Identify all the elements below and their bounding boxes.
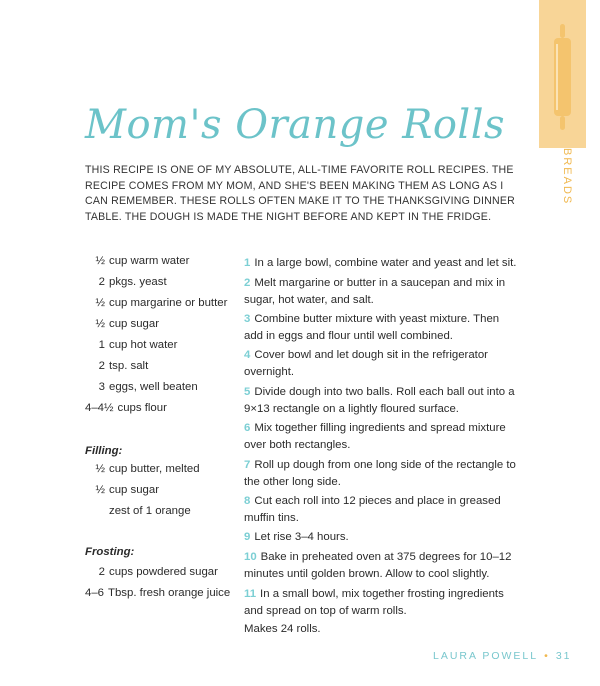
step-number: 9 [244, 531, 251, 543]
section-label [539, 148, 586, 212]
recipe-step [244, 457, 519, 491]
step-number: 11 [244, 588, 257, 600]
step-number: 7 [244, 459, 251, 471]
yield-text: Makes 24 rolls. [244, 623, 321, 635]
step-number: 3 [244, 313, 251, 325]
ingredient-name: eggs, well beaten [109, 381, 198, 393]
footer-separator: • [544, 650, 550, 662]
ingredient-row [85, 587, 230, 599]
recipe-step [244, 529, 519, 546]
ingredient-name: zest of 1 orange [109, 505, 191, 517]
step-number: 6 [244, 422, 251, 434]
recipe-step [244, 347, 519, 381]
ingredient-name: cup warm water [109, 255, 190, 267]
ingredient-quantity: 3 [98, 381, 105, 393]
step-text: Cut each roll into 12 pieces and place in greased muffin tins. [244, 495, 501, 524]
section-label-text: BREADS [561, 148, 573, 206]
rolling-pin-icon [549, 22, 576, 132]
ingredient-quantity: 4–6 [85, 587, 105, 599]
ingredient-name: cup butter, melted [109, 463, 200, 475]
ingredient-name: tsp. salt [109, 360, 149, 372]
ingredient-row [85, 505, 191, 517]
step-number: 10 [244, 551, 257, 563]
recipe-step [244, 549, 519, 583]
ingredient-quantity: 1 [98, 339, 105, 351]
step-text: Melt margarine or butter in a saucepan and mix in sugar, hot water, and salt. [244, 277, 506, 306]
ingredient-row [85, 339, 177, 351]
ingredient-row [85, 360, 148, 372]
ingredient-row [85, 381, 198, 393]
step-number: 2 [244, 277, 251, 289]
ingredient-row [85, 255, 189, 267]
recipe-step [244, 275, 519, 309]
author-name: LAURA POWELL [433, 650, 539, 662]
ingredient-name: cup margarine or butter [109, 297, 228, 309]
step-text: Divide dough into two balls. Roll each ball out into a 9×13 rectangle on a lightly floured surface. [244, 386, 515, 415]
step-text: Let rise 3–4 hours. [254, 531, 349, 543]
step-text: Bake in preheated oven at 375 degrees for 10–12 minutes until golden brown. Allow to cool slightly. [244, 551, 512, 580]
ingredient-row [85, 276, 167, 288]
ingredient-name: pkgs. yeast [109, 276, 167, 288]
step-text: In a small bowl, mix together frosting ingredients and spread on top of warm rolls. [244, 588, 504, 617]
ingredient-row [85, 463, 200, 475]
ingredient-row [85, 297, 227, 309]
ingredient-quantity: ½ [95, 318, 105, 330]
ingredient-quantity: 2 [98, 566, 105, 578]
ingredient-row [85, 484, 159, 496]
ingredient-row [85, 318, 159, 330]
recipe-title: Mom's Orange Rolls [85, 102, 506, 148]
ingredient-row [85, 566, 218, 578]
step-text: Combine butter mixture with yeast mixture. Then add in eggs and flour until well combined. [244, 313, 500, 342]
recipe-step [244, 493, 519, 527]
page-footer [433, 650, 572, 662]
recipe-step [244, 586, 519, 620]
ingredient-quantity: ½ [95, 484, 105, 496]
ingredient-quantity: 4–4½ [85, 402, 114, 414]
filling-heading: Filling: [85, 445, 123, 457]
step-number: 8 [244, 495, 251, 507]
step-text: In a large bowl, combine water and yeast and let sit. [254, 257, 517, 269]
recipe-intro: THIS RECIPE IS ONE OF MY ABSOLUTE, ALL-TIME FAVORITE ROLL RECIPES. THE RECIPE COMES FROM MY MOM, AND SHE'S BEEN MAKING THEM AS LONG AS I CAN REMEMBER. THESE ROLLS OFTEN MAKE IT TO THE THANKSGIVING DINNER TABLE. THE DOUGH IS MADE THE NIGHT BEFORE AND KEPT IN THE FRIDGE. [85, 164, 515, 223]
recipe-step [244, 255, 519, 272]
step-text: Mix together filling ingredients and spread mixture over both rectangles. [244, 422, 506, 451]
ingredient-quantity: 2 [98, 360, 105, 372]
step-number: 5 [244, 386, 251, 398]
page-number: 31 [555, 650, 572, 662]
step-number: 1 [244, 257, 251, 269]
step-text: Roll up dough from one long side of the rectangle to the other long side. [244, 459, 516, 488]
side-tab [539, 0, 586, 148]
ingredient-name: cup hot water [109, 339, 178, 351]
recipe-step [244, 420, 519, 454]
frosting-heading: Frosting: [85, 546, 135, 558]
recipe-step [244, 311, 519, 345]
ingredient-name: cup sugar [109, 484, 160, 496]
ingredient-name: cups powdered sugar [109, 566, 218, 578]
ingredient-name: cup sugar [109, 318, 160, 330]
recipe-step [244, 384, 519, 418]
ingredient-row [85, 402, 167, 414]
ingredient-quantity: ½ [95, 463, 105, 475]
ingredient-quantity: 2 [98, 276, 105, 288]
ingredient-quantity: ½ [95, 255, 105, 267]
ingredient-quantity: ½ [95, 297, 105, 309]
step-text: Cover bowl and let dough sit in the refrigerator overnight. [244, 349, 488, 378]
ingredient-name: Tbsp. fresh orange juice [108, 587, 231, 599]
ingredient-name: cups flour [117, 402, 167, 414]
step-number: 4 [244, 349, 251, 361]
